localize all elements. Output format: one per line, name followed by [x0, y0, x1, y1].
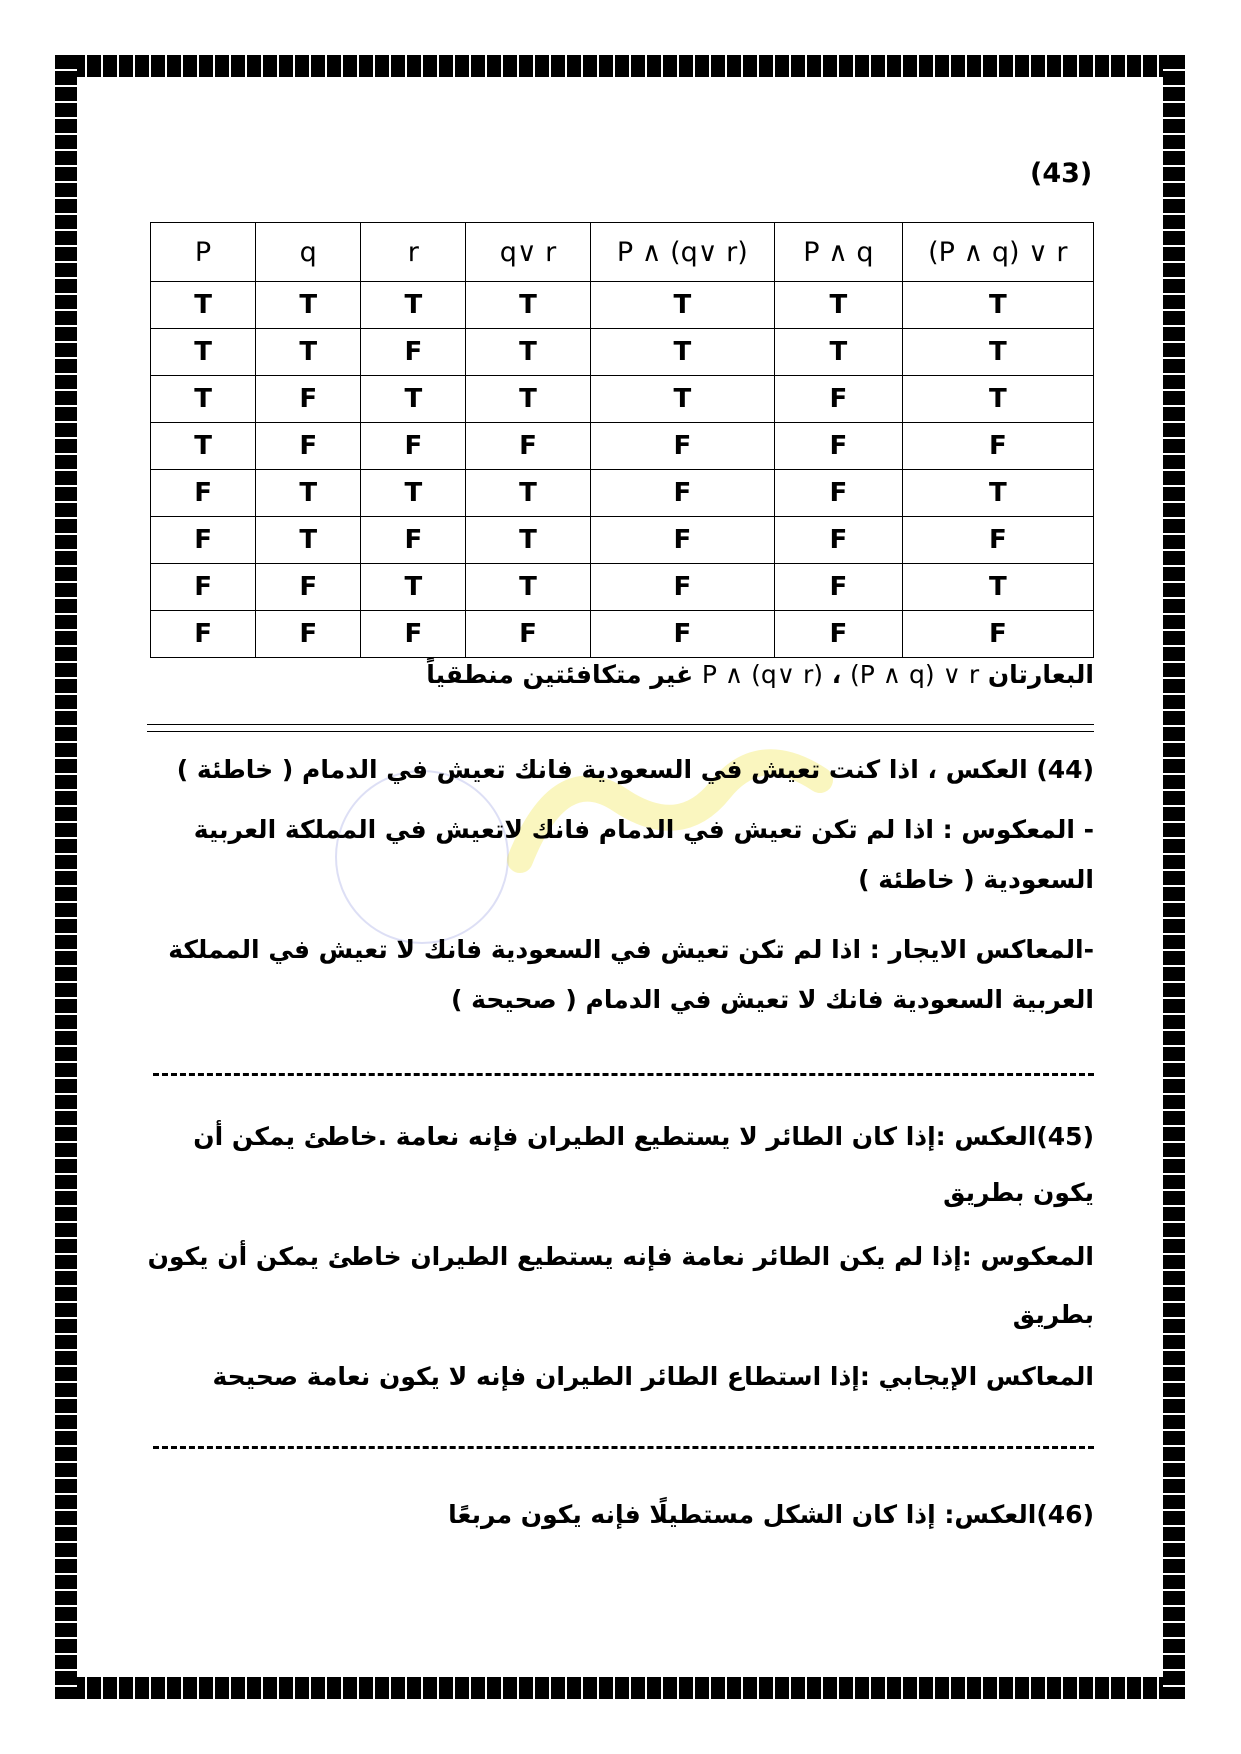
truth-table-header-cell: P ∧ (q∨ r)	[590, 223, 775, 282]
table-row	[151, 376, 1094, 423]
table-cell: T	[361, 376, 466, 423]
table-cell: F	[256, 423, 361, 470]
question-45-line-1: (45)العكس :إذا كان الطائر لا يستطيع الطيران فإنه نعامة .خاطئ يمكن أن	[193, 1122, 1094, 1151]
conclusion-expression-1: (P ∧ q) ∨ r	[849, 660, 980, 689]
table-cell: T	[902, 376, 1093, 423]
table-cell: T	[151, 282, 256, 329]
table-cell: T	[902, 470, 1093, 517]
question-44-line-3: السعودية ( خاطئة )	[858, 865, 1094, 894]
table-cell: T	[466, 470, 590, 517]
table-cell: F	[902, 517, 1093, 564]
table-cell: F	[775, 611, 903, 658]
watermark-circle	[335, 770, 509, 944]
table-cell: F	[361, 423, 466, 470]
truth-table	[150, 222, 1094, 658]
question-46-line-1: (46)العكس: إذا كان الشكل مستطيلًا فإنه يكون مربعًا	[448, 1500, 1094, 1529]
table-row	[151, 470, 1094, 517]
table-cell: T	[361, 282, 466, 329]
table-cell: T	[151, 423, 256, 470]
question-45-line-3: المعكوس :إذا لم يكن الطائر نعامة فإنه يستطيع الطيران خاطئ يمكن أن يكون	[147, 1242, 1094, 1271]
question-43-conclusion	[426, 660, 1094, 689]
table-cell: F	[361, 329, 466, 376]
table-cell: F	[361, 611, 466, 658]
table-cell: T	[590, 282, 775, 329]
table-cell: F	[590, 423, 775, 470]
table-cell: F	[775, 517, 903, 564]
table-cell: F	[151, 470, 256, 517]
table-cell: T	[590, 329, 775, 376]
table-cell: T	[775, 329, 903, 376]
table-row	[151, 517, 1094, 564]
truth-table-header-cell: q∨ r	[466, 223, 590, 282]
table-cell: T	[902, 282, 1093, 329]
question-44-line-1: (44) العكس ، اذا كنت تعيش في السعودية فانك تعيش في الدمام ( خاطئة )	[176, 755, 1094, 784]
truth-table-header-cell: P	[151, 223, 256, 282]
double-divider-line-1	[147, 724, 1094, 725]
table-cell: F	[466, 423, 590, 470]
truth-table-header-cell: (P ∧ q) ∨ r	[902, 223, 1093, 282]
truth-table-header-cell: q	[256, 223, 361, 282]
table-cell: F	[151, 564, 256, 611]
table-cell: T	[256, 470, 361, 517]
table-cell: T	[151, 329, 256, 376]
dashed-separator-2	[153, 1446, 1094, 1449]
border-bottom	[55, 1677, 1185, 1699]
table-cell: F	[590, 517, 775, 564]
table-row	[151, 611, 1094, 658]
table-cell: F	[590, 564, 775, 611]
question-44-line-5: العربية السعودية فانك لا تعيش في الدمام ( صحيحة )	[450, 985, 1094, 1014]
conclusion-suffix: غير متكافئتين منطقياً	[426, 660, 694, 689]
table-cell: T	[256, 517, 361, 564]
table-cell: T	[466, 329, 590, 376]
table-cell: F	[256, 611, 361, 658]
table-cell: F	[466, 611, 590, 658]
truth-table-header-row	[151, 223, 1094, 282]
question-45-line-5: المعاكس الإيجابي :إذا استطاع الطائر الطيران فإنه لا يكون نعامة صحيحة	[212, 1362, 1094, 1391]
table-cell: T	[466, 376, 590, 423]
table-cell: T	[151, 376, 256, 423]
table-cell: T	[466, 517, 590, 564]
table-row	[151, 423, 1094, 470]
table-cell: T	[466, 564, 590, 611]
table-cell: T	[256, 329, 361, 376]
table-cell: F	[361, 517, 466, 564]
question-44-line-4: -المعاكس الايجار : اذا لم تكن تعيش في السعودية فانك لا تعيش في المملكة	[168, 935, 1094, 964]
table-cell: F	[775, 376, 903, 423]
table-cell: F	[256, 564, 361, 611]
table-cell: F	[902, 423, 1093, 470]
table-cell: T	[256, 282, 361, 329]
table-cell: T	[590, 376, 775, 423]
dashed-separator-1	[153, 1073, 1094, 1076]
border-left	[55, 55, 77, 1699]
table-row	[151, 564, 1094, 611]
table-cell: F	[590, 470, 775, 517]
question-44-line-2: - المعكوس : اذا لم تكن تعيش في الدمام فانك لاتعيش في المملكة العربية	[193, 815, 1094, 844]
table-cell: F	[775, 470, 903, 517]
table-cell: T	[361, 470, 466, 517]
question-45-line-2: يكون بطريق	[943, 1178, 1094, 1207]
table-cell: F	[775, 423, 903, 470]
conclusion-separator: ،	[831, 660, 842, 689]
conclusion-prefix: البعارتان	[987, 660, 1094, 689]
table-cell: F	[590, 611, 775, 658]
table-cell: T	[361, 564, 466, 611]
double-divider-line-2	[147, 731, 1094, 732]
table-cell: T	[902, 564, 1093, 611]
table-cell: F	[256, 376, 361, 423]
border-right	[1163, 55, 1185, 1699]
conclusion-expression-2: P ∧ (q∨ r)	[701, 660, 824, 689]
table-cell: F	[151, 517, 256, 564]
truth-table-header-cell: P ∧ q	[775, 223, 903, 282]
truth-table-header-cell: r	[361, 223, 466, 282]
table-cell: T	[775, 282, 903, 329]
table-cell: T	[466, 282, 590, 329]
table-row	[151, 282, 1094, 329]
border-top	[55, 55, 1185, 77]
question-43-number: (43)	[1030, 158, 1093, 189]
table-cell: F	[775, 564, 903, 611]
table-cell: F	[902, 611, 1093, 658]
table-cell: F	[151, 611, 256, 658]
table-row	[151, 329, 1094, 376]
table-cell: T	[902, 329, 1093, 376]
question-45-line-4: بطريق	[1012, 1300, 1094, 1329]
